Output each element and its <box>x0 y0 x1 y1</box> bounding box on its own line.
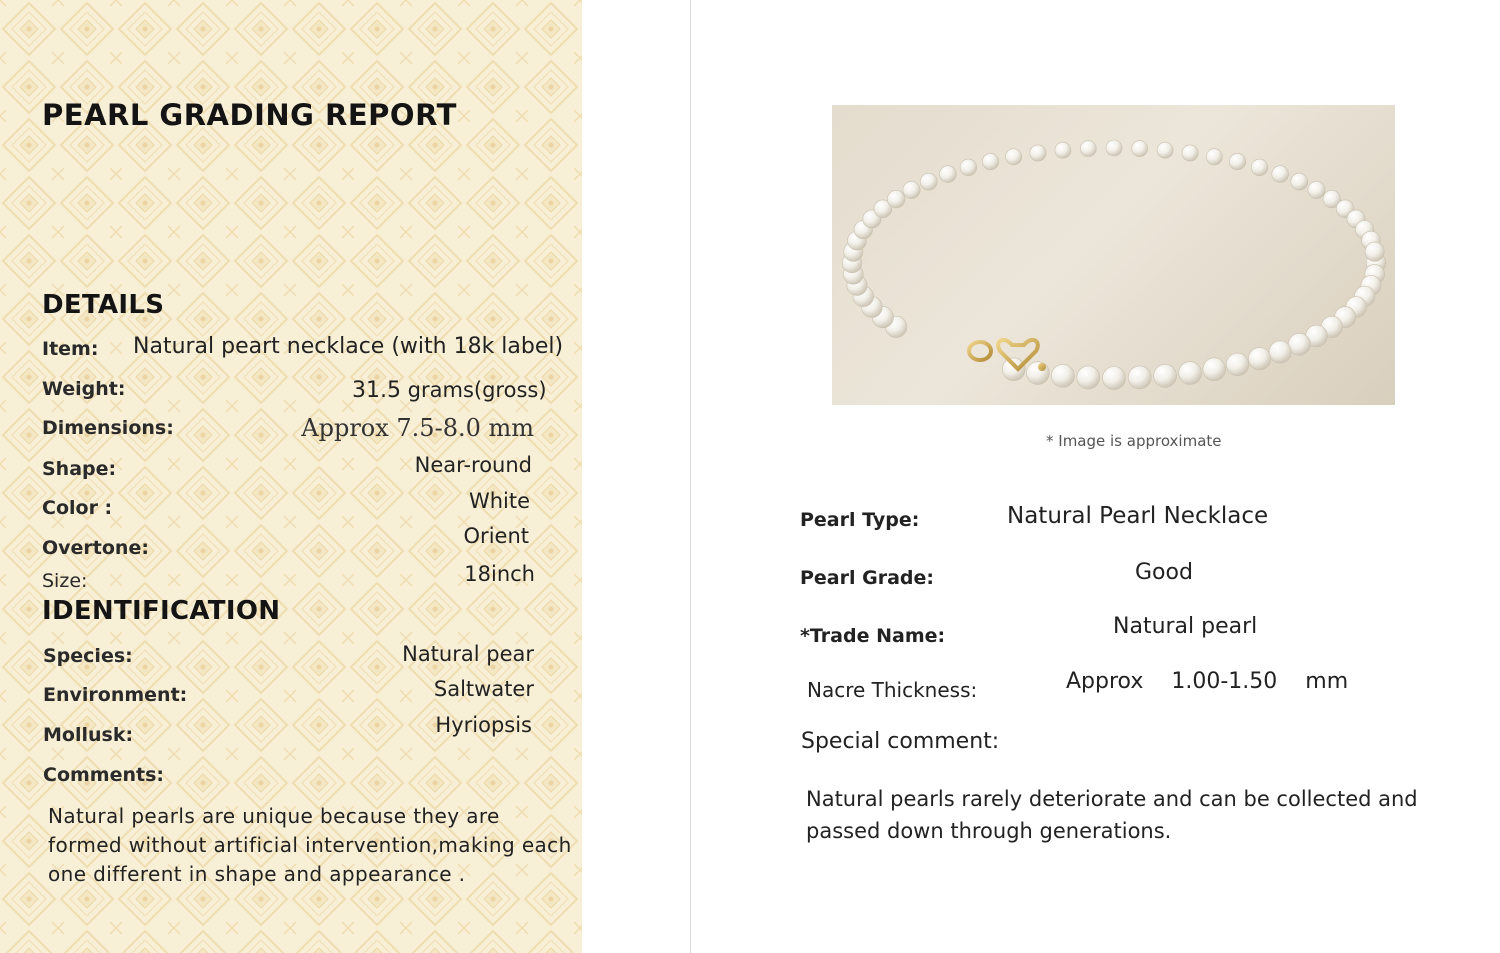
pearl <box>1251 159 1268 176</box>
pearl <box>1288 333 1310 355</box>
pearl-necklace-icon <box>832 105 1395 405</box>
pearl <box>1080 141 1096 157</box>
pearl <box>1106 140 1122 156</box>
pearl <box>1308 181 1325 198</box>
certificate-panel <box>0 0 582 953</box>
pearl <box>1365 242 1384 261</box>
pearl-grade-value: Good <box>1135 560 1193 585</box>
special-comment-label: Special comment: <box>801 729 1000 754</box>
pearl <box>1269 341 1291 363</box>
pearl <box>903 181 920 198</box>
pearl <box>1272 166 1289 183</box>
pearl-grade-label: Pearl Grade: <box>800 567 935 589</box>
dimensions-label: Dimensions: <box>42 417 174 439</box>
pearl <box>1030 145 1046 161</box>
pearl <box>1229 153 1245 169</box>
pearl <box>1128 366 1151 389</box>
size-label: Size: <box>42 570 88 592</box>
pearl-type-label: Pearl Type: <box>800 509 920 531</box>
color-label: Color : <box>42 497 113 519</box>
pearl <box>1027 362 1050 385</box>
page-fold-line <box>690 0 691 953</box>
nacre-prefix: Approx <box>1066 669 1144 694</box>
pearl <box>1248 347 1270 369</box>
overtone-value: Orient <box>463 524 529 548</box>
item-label: Item: <box>42 338 99 360</box>
species-value: Natural pear <box>402 642 534 666</box>
pearl <box>1132 141 1148 157</box>
mollusk-value: Hyriopsis <box>435 713 532 737</box>
pearl <box>1077 366 1100 389</box>
page-gutter <box>582 0 692 953</box>
pearl <box>1055 142 1071 158</box>
environment-value: Saltwater <box>433 677 534 701</box>
nacre-thickness-label: Nacre Thickness: <box>807 678 978 702</box>
pearl <box>887 190 905 208</box>
size-value: 18inch <box>464 562 535 586</box>
comments-text: Natural pearls are unique because they are formed without artificial intervention,making each one different in shape and appearance . <box>48 804 572 886</box>
comments-label: Comments: <box>43 764 164 786</box>
pearl <box>1103 367 1126 390</box>
pearl-type-value: Natural Pearl Necklace <box>1007 503 1269 529</box>
weight-value <box>352 378 547 403</box>
pearl <box>1002 358 1025 381</box>
pearl <box>939 166 956 183</box>
pearl <box>960 159 977 176</box>
shape-label: Shape: <box>42 458 117 480</box>
report-right-page <box>692 0 1500 953</box>
pearl <box>1182 145 1198 161</box>
pearl-strand <box>842 140 1386 390</box>
details-heading: DETAILS <box>42 290 165 320</box>
weight-label: Weight: <box>42 378 126 400</box>
overtone-label: Overtone: <box>42 537 149 559</box>
species-label: Species: <box>43 645 133 667</box>
special-comment-text: Natural pearls rarely deteriorate and can be collected and passed down through generations. <box>806 787 1418 843</box>
color-value: White <box>468 489 530 513</box>
pearl <box>1051 364 1074 387</box>
shape-value: Near-round <box>414 453 532 477</box>
trade-name-value: Natural pearl <box>1113 614 1258 639</box>
trade-name-label: *Trade Name: <box>800 625 946 647</box>
pearl <box>1226 353 1249 376</box>
weight-number: 31.5 <box>352 378 401 403</box>
pearl <box>1291 173 1308 190</box>
pearl <box>1203 358 1226 381</box>
nacre-unit: mm <box>1305 669 1349 694</box>
necklace-photo <box>832 105 1395 405</box>
nacre-range: 1.00-1.50 <box>1171 669 1278 694</box>
mollusk-label: Mollusk: <box>43 724 134 746</box>
report-title: PEARL GRADING REPORT <box>42 98 457 132</box>
pearl <box>920 173 937 190</box>
nacre-thickness-value <box>1066 669 1348 694</box>
identification-heading: IDENTIFICATION <box>42 596 281 626</box>
dimensions-value: Approx 7.5-8.0 mm <box>301 414 534 442</box>
image-caption: * Image is approximate <box>1046 432 1222 450</box>
pearl <box>1206 149 1222 165</box>
pearl <box>982 153 998 169</box>
pearl <box>1157 142 1173 158</box>
pearl <box>1154 364 1177 387</box>
pearl <box>1006 149 1022 165</box>
weight-unit: grams(gross) <box>407 378 547 402</box>
pearl <box>1179 362 1202 385</box>
environment-label: Environment: <box>43 684 188 706</box>
item-value: Natural peart necklace (with 18k label) <box>133 334 564 359</box>
